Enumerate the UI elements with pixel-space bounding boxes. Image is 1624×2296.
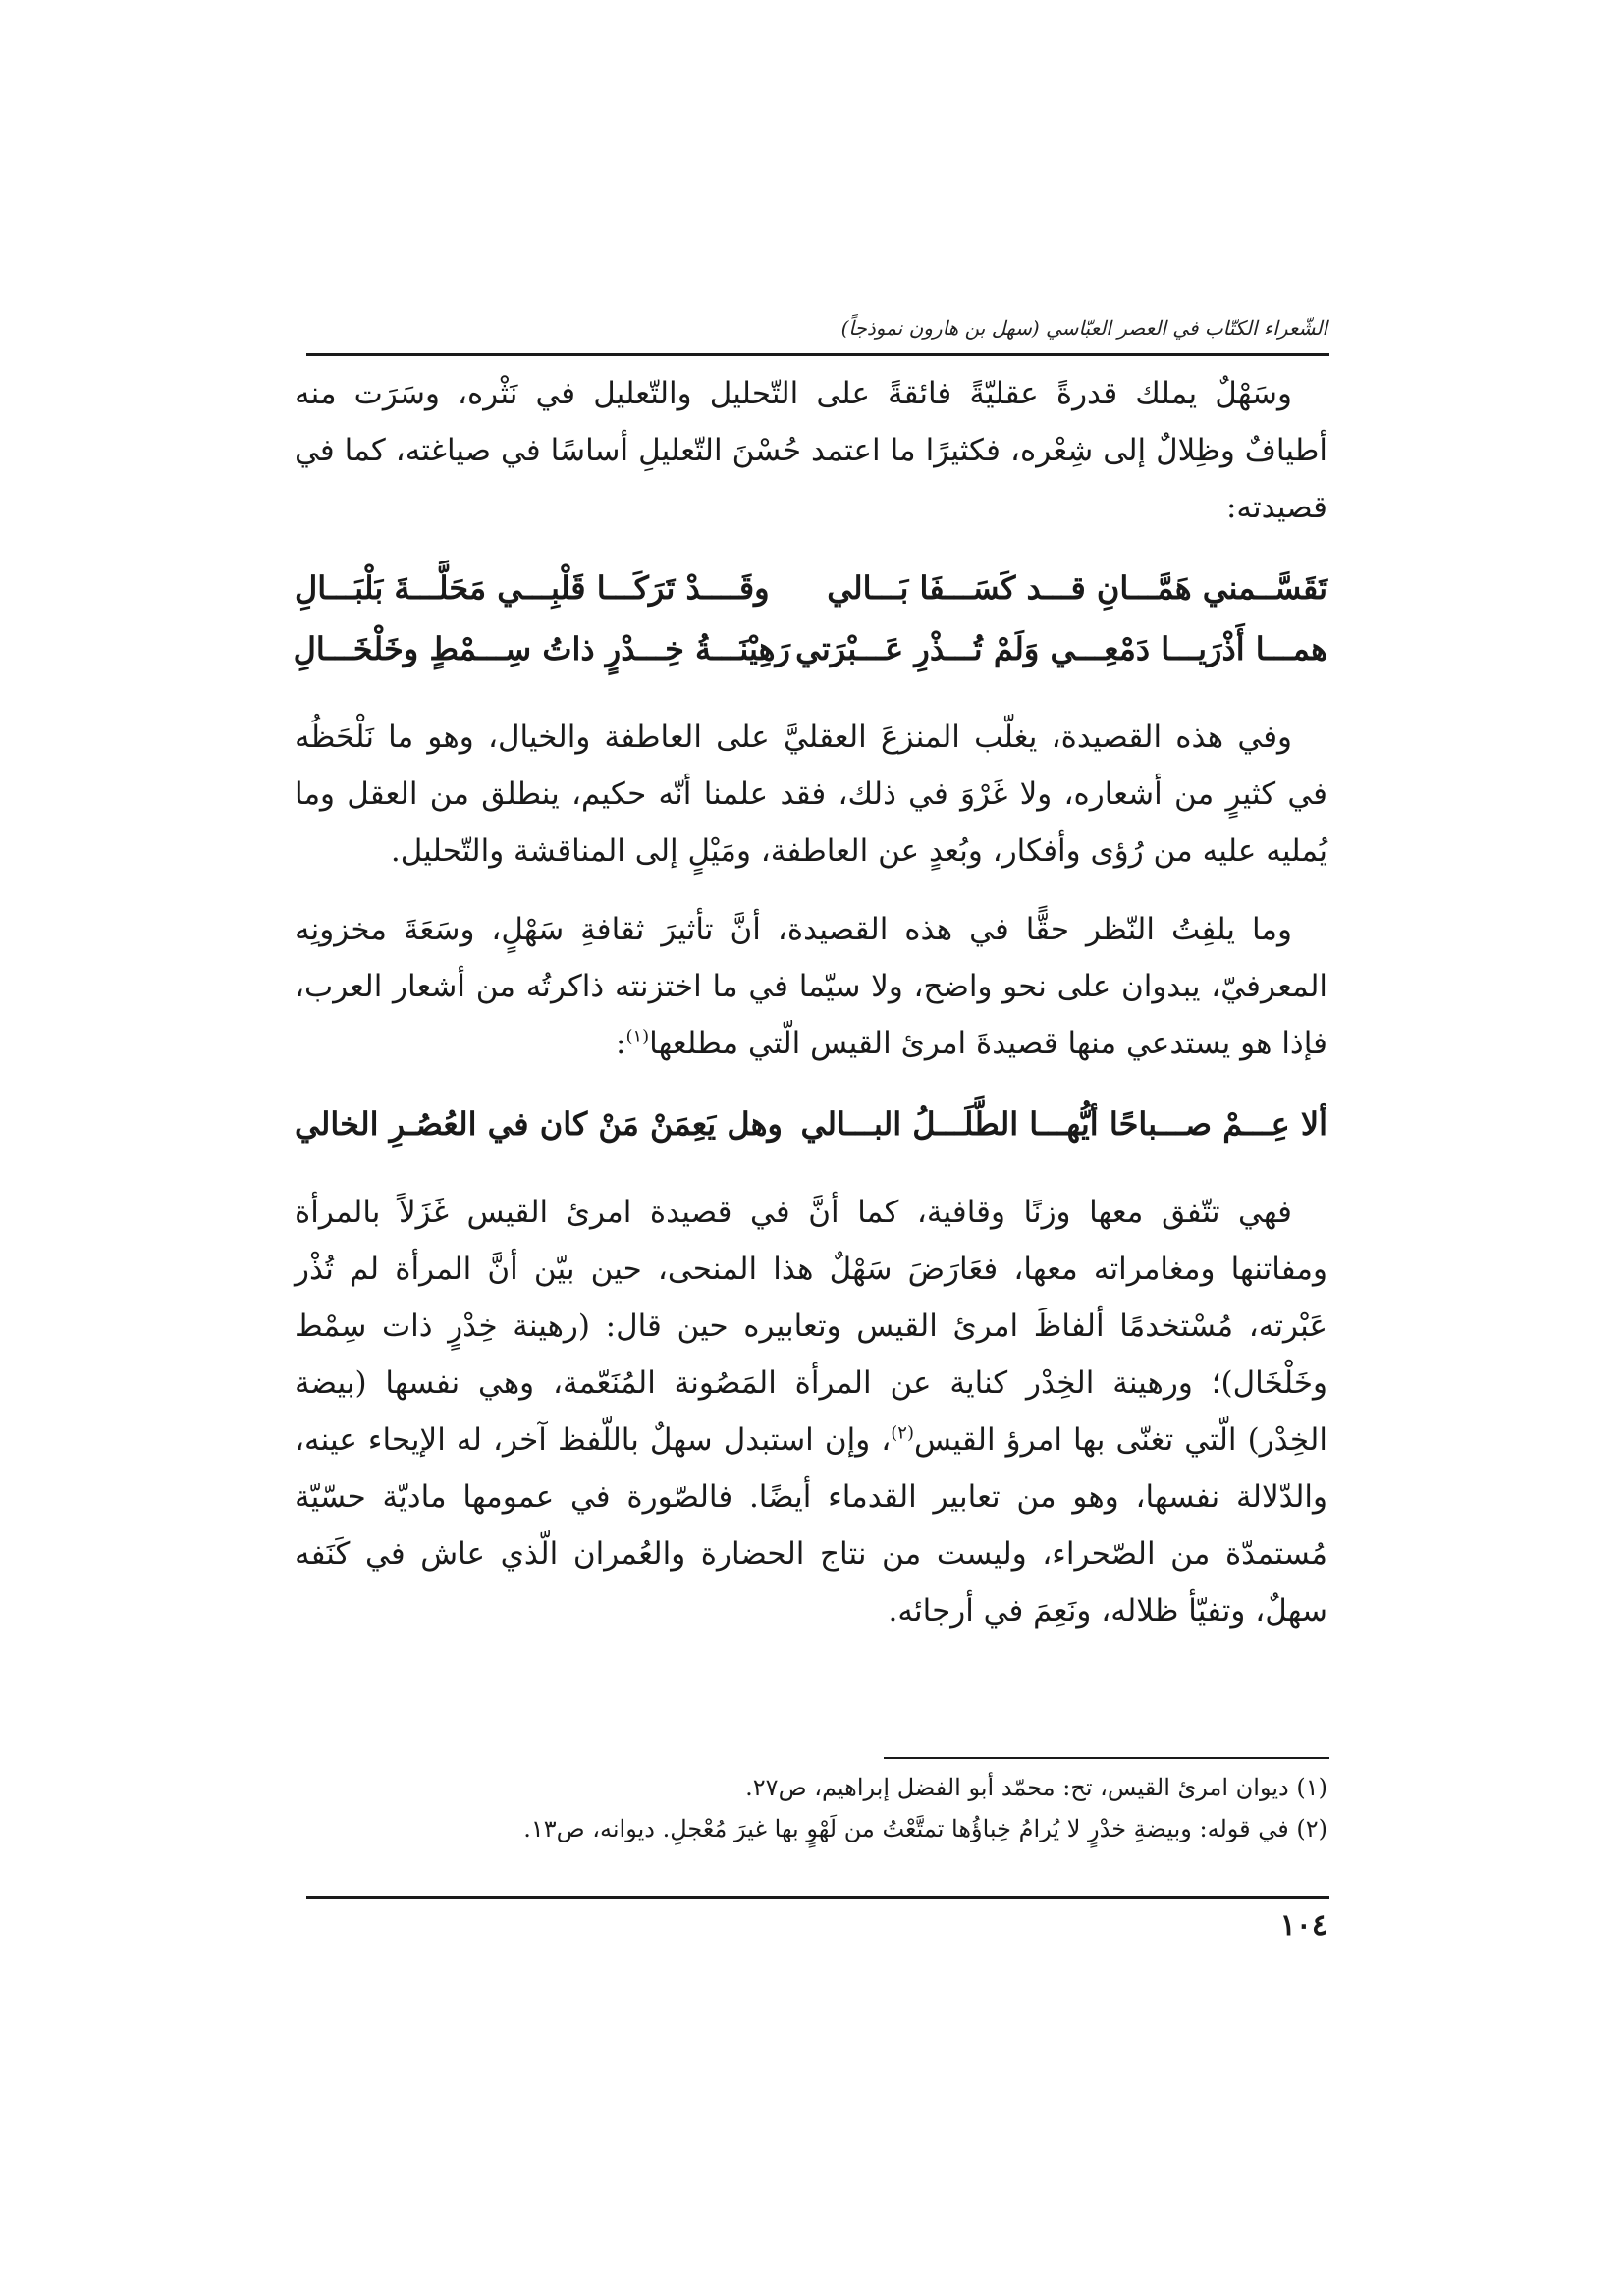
paragraph-4-text-a: فهي تتّفق معها وزنًا وقافية، كما أنَّ في قصيدة امرئ القيس غَزَلاً بالمرأة ومفاتنها ومغامراته معها، فعَارَضَ سَهْلٌ هذا المنحى، حين بيّن أنَّ المرأة لم تُذْر عَبْرته، مُسْتخدمًا ألفاظَ امرئ القيس وتعابيره حين قال: (رهينة خِدْرٍ ذات سِمْط وخَلْخَال)؛ ورهينة الخِدْر كناية عن المرأة المَصُونة المُنَعّمة، وهي نفسها (بيضة الخِدْر) الّتي تغنّى بها امرؤ القيس: [295, 1195, 1327, 1458]
verse-1-second-hemistich: وقَــــدْ تَرَكَـــا قَلْبِـــي مَحَلَّـــةَ بَلْبَـــالِ: [295, 569, 770, 607]
paragraph-4: [295, 1184, 1327, 1639]
paragraph-2: [295, 709, 1327, 880]
footer-rule: [306, 1896, 1329, 1899]
footnote-marker-2[interactable]: (٢): [891, 1422, 914, 1444]
footnote-marker-1[interactable]: (١): [625, 1026, 650, 1047]
footnote-2: (٢) في قوله: وبيضةِ خدْرٍ لا يُرامُ خِباؤُها تمتَّعْتُ من لَهْوٍ بها غيرَ مُعْجلِ. ديوانه، ص١٣.: [523, 1815, 1327, 1842]
paragraph-2-text: وفي هذه القصيدة، يغلّب المنزعَ العقليَّ على العاطفة والخيال، وهو ما نَلْحَظُه في كثيرٍ من أشعاره، ولا غَرْوَ في ذلك، فقد علمنا أنّه حكيم، ينطلق من العقل وما يُمليه عليه من رُؤى وأفكار، وبُعدٍ عن العاطفة، ومَيْلٍ إلى المناقشة والتّحليل.: [295, 720, 1328, 869]
verse-1-first-hemistich: تَقَسَّــمني هَمَّـــانِ قـــد كَسَـــفَا بَـــالي: [827, 569, 1327, 607]
verse-line-3: [295, 1094, 1327, 1154]
verse-2-second-hemistich: رَهِيْنَـــةُ خِـــدْرٍ ذاتُ سِـــمْطٍ وخَلْخَـــالِ: [293, 630, 790, 667]
paragraph-3-text: وما يلفِتُ النّظر حقًّا في هذه القصيدة، أنَّ تأثيرَ ثقافةِ سَهْلٍ، وسَعَةَ مخزونِه المعرفيّ، يبدوان على نحو واضح، ولا سيّما في ما اختزنته ذاكرتُه من أشعار العرب، فإذا هو يستدعي منها قصيدةَ امرئ القيس الّتي مطلعها: [295, 912, 1327, 1061]
verse-line-1: [295, 558, 1327, 618]
footnotes: [295, 1767, 1327, 1849]
header-rule: [306, 353, 1329, 356]
footnote-1: (١) ديوان امرئ القيس، تح: محمّد أبو الفضل إبراهيم، ص٢٧.: [745, 1774, 1327, 1801]
paragraph-3-end: :: [615, 1026, 626, 1061]
paragraph-1-text: وسَهْلٌ يملك قدرةً عقليّةً فائقةً على التّحليل والتّعليل في نَثْره، وسَرَت منه أطيافٌ وظِلالٌ إلى شِعْره، فكثيرًا ما اعتمد حُسْنَ التّعليلِ أساسًا في صياغته، كما في قصيدته:: [295, 376, 1327, 525]
verse-3-first-hemistich: ألا عِـــمْ صـــباحًا أيُّهـــا الطَّلَـــلُ البـــالي: [800, 1105, 1327, 1143]
paragraph-4-text-b: ، وإن استبدل سهلٌ باللّفظ آخر، له الإيحاء عينه، والدّلالة نفسها، وهو من تعابير القدماء أيضًا. فالصّورة في عمومها ماديّة حسّيّة مُستمدّة من الصّحراء، وليست من نتاج الحضارة والعُمران الّذي عاش في كَنَفه سهلٌ، وتفيّأ ظلاله، ونَعِمَ في أرجائه.: [295, 1422, 1327, 1629]
verse-3-second-hemistich: وهل يَعِمَنْ مَنْ كان في العُصُـرِ الخالي: [295, 1105, 783, 1143]
page-number: ١٠٤: [1279, 1908, 1327, 1943]
poem-1: [295, 558, 1327, 679]
verse-2-first-hemistich: همـــا أَذْرَيـــا دَمْعِـــي وَلَمْ تُـــذْرِ عَـــبْرَتي: [795, 630, 1327, 667]
paragraph-1: [295, 365, 1327, 536]
verse-line-2: [295, 618, 1327, 679]
paragraph-3: [295, 901, 1327, 1072]
running-header: الشّعراء الكتّاب في العصر العبّاسي (سهل بن هارون نموذجاً): [840, 316, 1327, 340]
poem-2: [295, 1094, 1327, 1154]
body-text: [295, 365, 1327, 1661]
footnote-rule: [884, 1757, 1329, 1759]
